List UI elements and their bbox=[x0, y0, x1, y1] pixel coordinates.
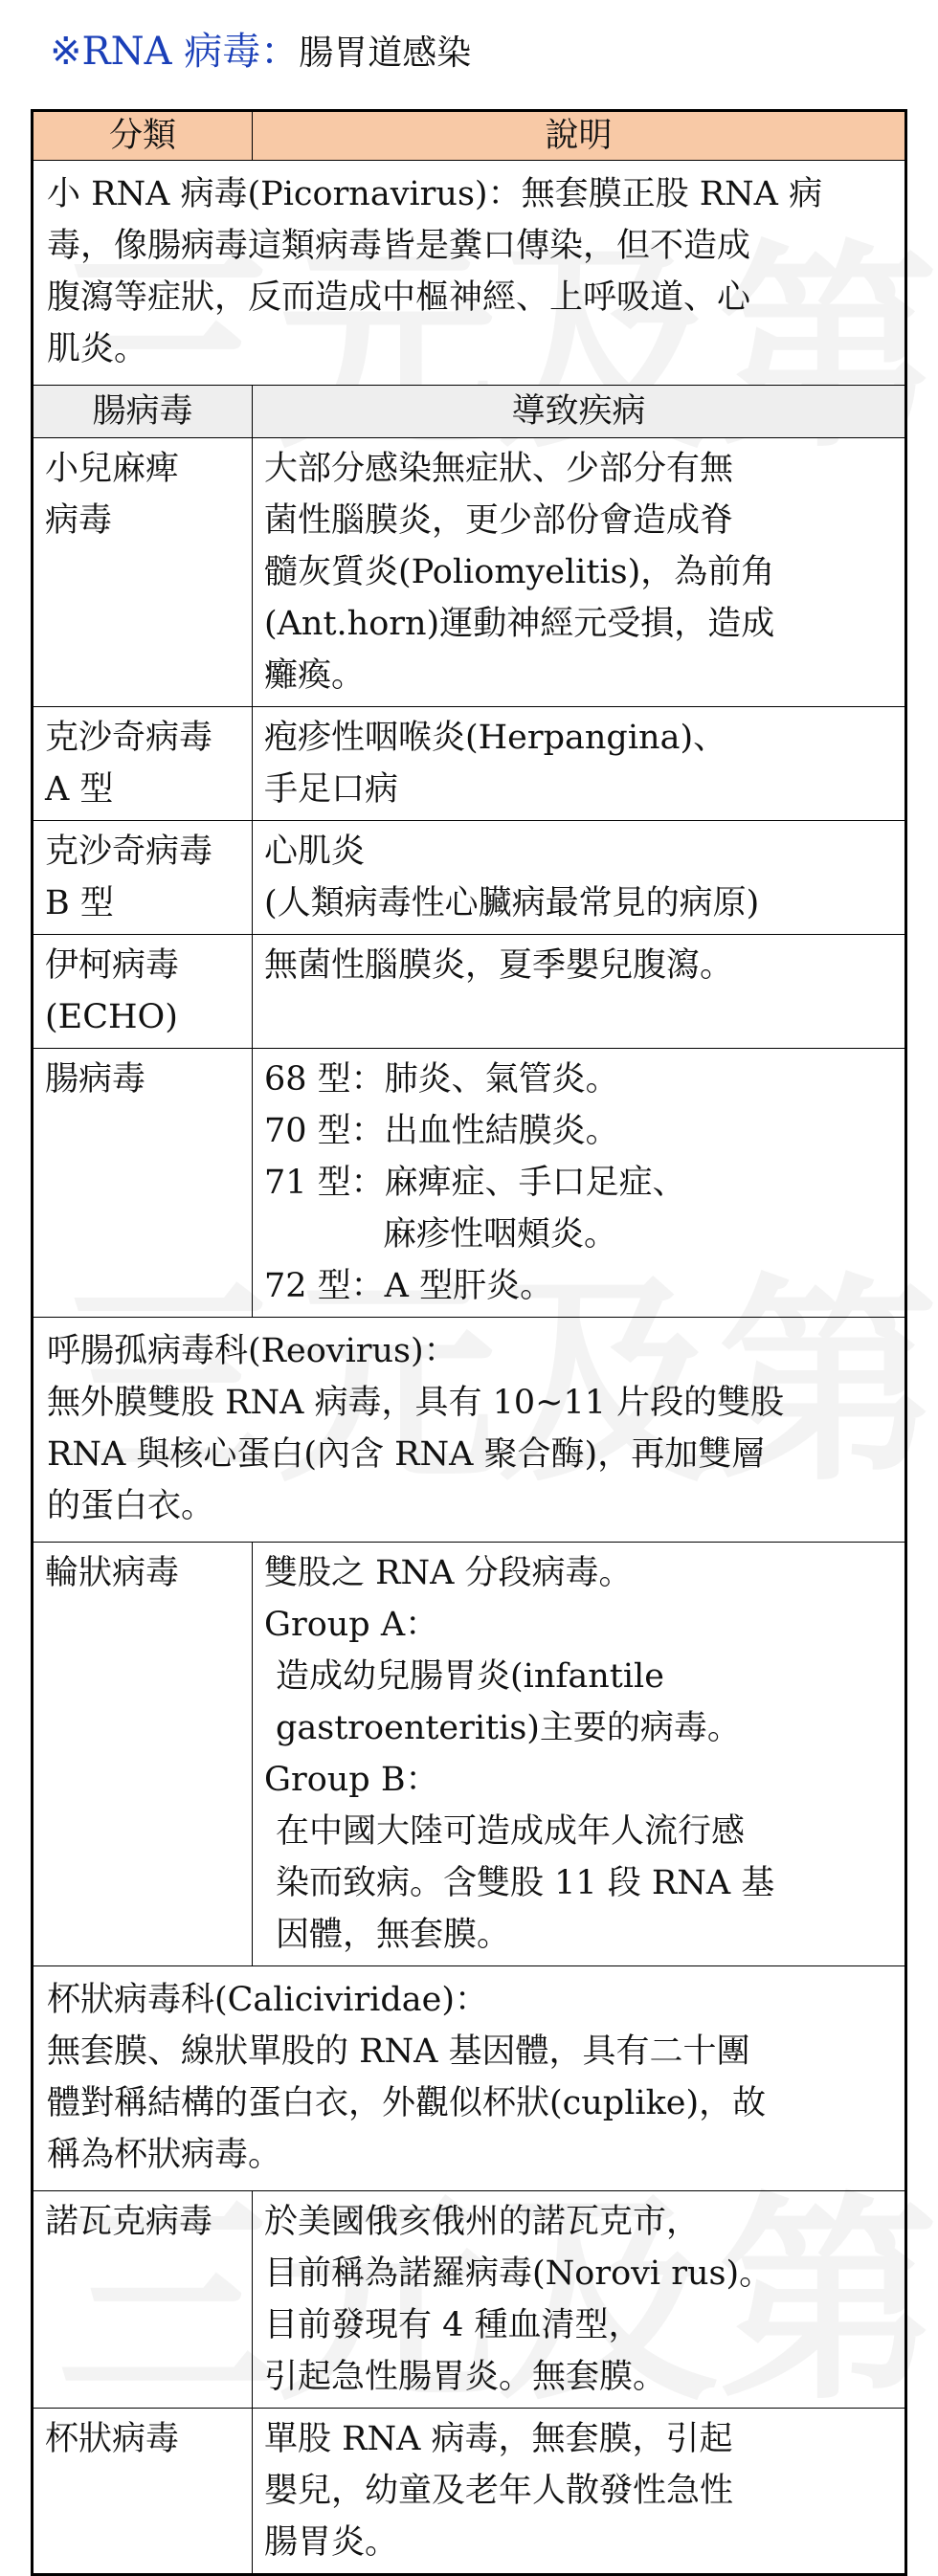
virus-name: 伊柯病毒 bbox=[45, 946, 180, 985]
text-line: 70 型：出血性結膜炎。 bbox=[264, 1112, 619, 1150]
virus-name: (ECHO) bbox=[45, 998, 178, 1036]
virus-name-cell bbox=[33, 2191, 253, 2409]
calicivirus-intro bbox=[33, 1966, 906, 2191]
table-row bbox=[33, 2191, 906, 2409]
text-line: 手足口病 bbox=[264, 770, 399, 809]
text-line: 心肌炎 bbox=[264, 833, 366, 871]
table-header-row bbox=[33, 111, 906, 161]
virus-name: 輪狀病毒 bbox=[45, 1554, 180, 1592]
virus-name: 小兒麻痺 bbox=[45, 450, 180, 488]
text-line: RNA 與核心蛋白(內含 RNA 聚合酶)，再加雙層 bbox=[47, 1435, 766, 1474]
text-line: 腸胃炎。 bbox=[264, 2523, 399, 2562]
text-line: 疱疹性咽喉炎(Herpangina)、 bbox=[264, 719, 727, 757]
enterovirus-subheader-row bbox=[33, 386, 906, 438]
virus-name: 克沙奇病毒 bbox=[45, 719, 213, 757]
page-title bbox=[50, 27, 471, 78]
text-line: 麻疹性咽頰炎。 bbox=[383, 1215, 618, 1254]
virus-name: 克沙奇病毒 bbox=[45, 833, 213, 871]
text-line: 引起急性腸胃炎。無套膜。 bbox=[264, 2358, 667, 2396]
disease-cell bbox=[253, 1049, 906, 1318]
picornavirus-intro-row bbox=[33, 161, 906, 386]
subheader-disease: 導致疾病 bbox=[253, 386, 906, 438]
virus-name: 諾瓦克病毒 bbox=[45, 2203, 213, 2241]
text-line: 無菌性腦膜炎，夏季嬰兒腹瀉。 bbox=[264, 946, 734, 985]
subheader-enterovirus: 腸病毒 bbox=[33, 386, 253, 438]
text-line: 雙股之 RNA 分段病毒。 bbox=[264, 1554, 633, 1592]
table-row bbox=[33, 821, 906, 935]
text-line: 單股 RNA 病毒，無套膜，引起 bbox=[264, 2420, 733, 2458]
header-category: 分類 bbox=[33, 111, 253, 161]
virus-name-cell bbox=[33, 2409, 253, 2575]
table-row bbox=[33, 935, 906, 1049]
text-line: 72 型：A 型肝炎。 bbox=[264, 1267, 554, 1305]
virus-name-cell bbox=[33, 1049, 253, 1318]
text-line: Group A： bbox=[264, 1606, 439, 1644]
virus-name-cell bbox=[33, 821, 253, 935]
table-row bbox=[33, 707, 906, 821]
text-line: 大部分感染無症狀、少部分有無 bbox=[264, 450, 734, 488]
header-description: 說明 bbox=[253, 111, 906, 161]
text-line: 68 型：肺炎、氣管炎。 bbox=[264, 1060, 619, 1099]
reovirus-intro bbox=[33, 1318, 906, 1543]
title-subtitle: 腸胃道感染 bbox=[299, 33, 472, 73]
virus-table bbox=[31, 109, 907, 2576]
disease-cell bbox=[253, 821, 906, 935]
text-line: 毒，像腸病毒這類病毒皆是糞口傳染，但不造成 bbox=[47, 227, 751, 265]
text-line: 呼腸孤病毒科(Reovirus)： bbox=[47, 1332, 458, 1370]
text-line: 造成幼兒腸胃炎(infantile bbox=[276, 1657, 664, 1696]
picornavirus-intro bbox=[33, 161, 906, 386]
text-line: 於美國俄亥俄州的諾瓦克市， bbox=[264, 2203, 701, 2241]
disease-cell bbox=[253, 935, 906, 1049]
text-line: Group B： bbox=[264, 1761, 439, 1799]
virus-name: B 型 bbox=[45, 884, 114, 922]
text-line: 因體，無套膜。 bbox=[276, 1916, 511, 1954]
text-line: 腹瀉等症狀，反而造成中樞神經、上呼吸道、心 bbox=[47, 278, 751, 317]
reovirus-intro-row bbox=[33, 1318, 906, 1543]
virus-name-cell bbox=[33, 707, 253, 821]
virus-name: A 型 bbox=[45, 770, 114, 809]
text-line: 肌炎。 bbox=[47, 330, 148, 368]
text-line: 稱為杯狀病毒。 bbox=[47, 2136, 282, 2174]
text-line: (人類病毒性心臟病最常見的病原) bbox=[264, 884, 760, 922]
text-line: 體對稱結構的蛋白衣，外觀似杯狀(cuplike)，故 bbox=[47, 2084, 767, 2122]
disease-cell bbox=[253, 2191, 906, 2409]
table-row bbox=[33, 1543, 906, 1966]
text-line: 菌性腦膜炎，更少部份會造成脊 bbox=[264, 501, 734, 540]
virus-name-cell bbox=[33, 935, 253, 1049]
text-line: 髓灰質炎(Poliomyelitis)，為前角 bbox=[264, 553, 775, 591]
text-line: 無套膜、線狀單股的 RNA 基因體，具有二十團 bbox=[47, 2032, 750, 2071]
table-row bbox=[33, 1049, 906, 1318]
text-line: 在中國大陸可造成成年人流行感 bbox=[276, 1812, 746, 1851]
text-line: (Ant.horn)運動神經元受損，造成 bbox=[264, 605, 775, 643]
table-row bbox=[33, 2409, 906, 2575]
text-line: 目前稱為諾羅病毒(Norovi rus)。 bbox=[264, 2254, 773, 2293]
text-line: 嬰兒，幼童及老年人散發性急性 bbox=[264, 2472, 734, 2510]
virus-name-cell bbox=[33, 1543, 253, 1966]
disease-cell bbox=[253, 707, 906, 821]
text-line: 小 RNA 病毒(Picornavirus)：無套膜正股 RNA 病 bbox=[47, 175, 823, 213]
virus-name: 病毒 bbox=[45, 501, 113, 540]
text-line: gastroenteritis)主要的病毒。 bbox=[276, 1709, 741, 1747]
text-line: 杯狀病毒科(Caliciviridae)： bbox=[47, 1981, 489, 2019]
disease-cell bbox=[253, 438, 906, 707]
title-mark: ※RNA 病毒： bbox=[50, 30, 300, 74]
text-line: 71 型：麻痺症、手口足症、 bbox=[264, 1164, 686, 1202]
virus-name: 腸病毒 bbox=[45, 1060, 146, 1099]
text-line: 癱瘓。 bbox=[264, 656, 366, 695]
text-line: 的蛋白衣。 bbox=[47, 1487, 215, 1525]
calicivirus-intro-row bbox=[33, 1966, 906, 2191]
virus-name: 杯狀病毒 bbox=[45, 2420, 180, 2458]
text-line: 染而致病。含雙股 11 段 RNA 基 bbox=[276, 1864, 775, 1902]
virus-name-cell bbox=[33, 438, 253, 707]
disease-cell bbox=[253, 2409, 906, 2575]
table-row bbox=[33, 438, 906, 707]
disease-cell bbox=[253, 1543, 906, 1966]
text-line: 目前發現有 4 種血清型， bbox=[264, 2306, 642, 2344]
text-line: 無外膜雙股 RNA 病毒，具有 10~11 片段的雙股 bbox=[47, 1384, 785, 1422]
